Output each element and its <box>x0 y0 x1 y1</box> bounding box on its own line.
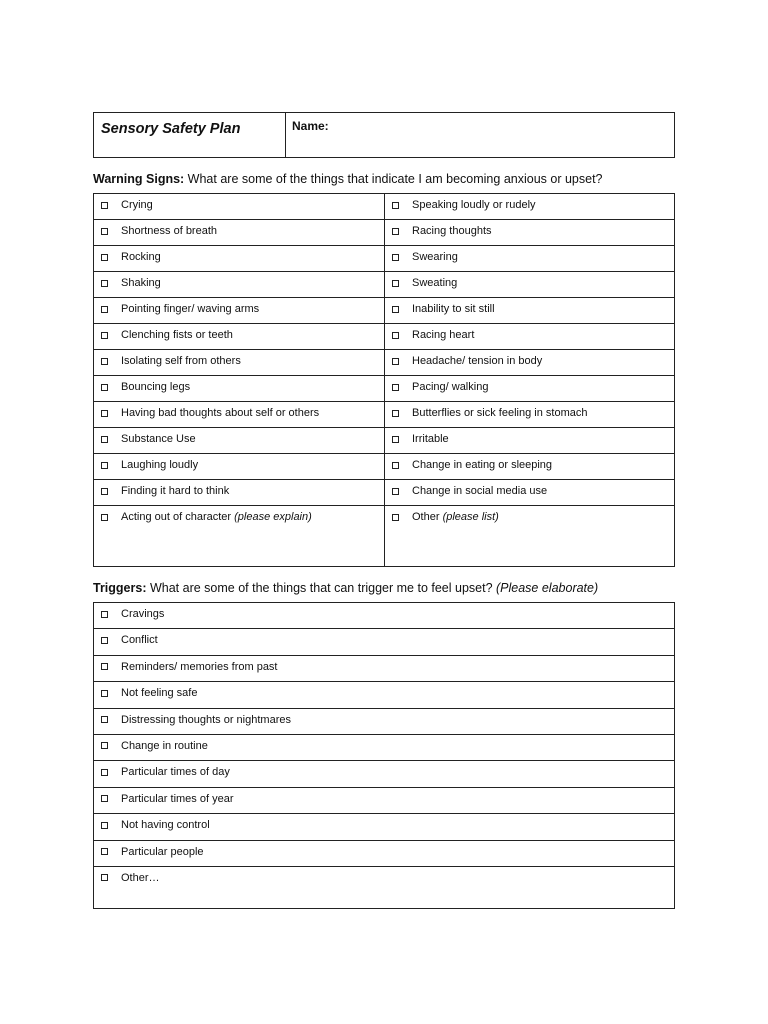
name-field[interactable] <box>286 113 675 158</box>
checklist-item <box>94 480 384 497</box>
table-cell[interactable] <box>385 506 675 567</box>
checklist-item-text: Particular times of day <box>121 766 230 779</box>
table-row <box>94 814 675 840</box>
checklist-item <box>94 841 674 858</box>
checkbox[interactable] <box>101 742 108 749</box>
table-row <box>94 682 675 708</box>
triggers-table <box>93 602 675 909</box>
checkbox[interactable] <box>101 228 108 235</box>
table-cell <box>94 814 675 840</box>
checklist-item-label <box>121 634 158 646</box>
table-row <box>94 480 675 506</box>
checklist-item-text: Racing thoughts <box>412 225 492 237</box>
table-cell <box>94 866 675 908</box>
checkbox[interactable] <box>392 436 399 443</box>
table-cell <box>94 454 385 480</box>
checklist-item <box>94 246 384 263</box>
checklist-item <box>94 324 384 341</box>
checkbox[interactable] <box>392 410 399 417</box>
checklist-item-label <box>412 277 457 289</box>
table-cell <box>385 428 675 454</box>
checklist-item <box>94 814 674 831</box>
checklist-item-text: Racing heart <box>412 329 475 341</box>
checkbox[interactable] <box>101 358 108 365</box>
checklist-item-text: Acting out of character <box>121 511 235 523</box>
checklist-item-text: Rocking <box>121 251 161 263</box>
checklist-item-label <box>412 459 552 471</box>
table-row <box>94 734 675 760</box>
table-row <box>94 350 675 376</box>
checklist-item <box>385 220 674 237</box>
checklist-item <box>94 402 384 419</box>
checklist-item <box>385 454 674 471</box>
table-cell <box>94 480 385 506</box>
checklist-item <box>385 480 674 497</box>
checklist-item-text: Other <box>412 511 443 523</box>
checklist-item-label <box>121 819 210 831</box>
checkbox[interactable] <box>101 690 108 697</box>
checkbox[interactable] <box>101 332 108 339</box>
checklist-item-label <box>412 355 542 367</box>
checklist-item-label <box>412 329 474 341</box>
checklist-item <box>385 402 674 419</box>
checkbox[interactable] <box>392 280 399 287</box>
checklist-item-label <box>121 714 291 726</box>
checklist-item <box>94 220 384 237</box>
table-cell <box>385 298 675 324</box>
table-row <box>94 454 675 480</box>
warning-signs-heading-bold: Warning Signs: <box>93 172 185 186</box>
table-cell <box>94 220 385 246</box>
table-row <box>94 506 675 567</box>
table-cell <box>385 376 675 402</box>
checkbox[interactable] <box>392 332 399 339</box>
checkbox[interactable] <box>101 663 108 670</box>
table-cell <box>94 428 385 454</box>
table-row <box>94 298 675 324</box>
checklist-item <box>94 761 674 778</box>
checklist-item-text: Change in social media use <box>412 485 548 497</box>
checkbox[interactable] <box>101 254 108 261</box>
checklist-item-text: Not feeling safe <box>121 687 198 700</box>
title-cell <box>94 113 286 158</box>
checkbox[interactable] <box>392 202 399 209</box>
table-row <box>94 324 675 350</box>
checklist-item-label <box>121 793 233 805</box>
table-cell <box>385 350 675 376</box>
checklist-item-text: Change in eating or sleeping <box>412 459 553 471</box>
checklist-item-label <box>121 740 208 752</box>
checklist-item-label <box>121 511 312 523</box>
checklist-item-text: Sweating <box>412 277 458 289</box>
checklist-item-text: Cravings <box>121 608 165 620</box>
triggers-heading-text: What are some of the things that can trigger me to feel upset? <box>146 581 496 595</box>
checklist-item-label <box>121 846 204 858</box>
checklist-item <box>385 324 674 341</box>
triggers-heading-note: (Please elaborate) <box>496 581 599 595</box>
checklist-item-label <box>121 199 153 211</box>
table-cell <box>94 787 675 813</box>
checklist-item <box>94 788 674 805</box>
table-cell <box>385 246 675 272</box>
checklist-item <box>94 709 674 726</box>
checklist-item-label <box>121 303 259 315</box>
triggers-heading-bold: Triggers: <box>93 581 147 595</box>
checklist-item-label <box>121 433 196 445</box>
table-cell <box>385 220 675 246</box>
checkbox[interactable] <box>101 611 108 618</box>
checklist-item-label <box>121 872 160 884</box>
checklist-item-text: Shaking <box>121 277 161 289</box>
checkbox[interactable] <box>101 637 108 644</box>
checklist-item-label <box>412 485 547 497</box>
table-cell <box>94 761 675 787</box>
checklist-item-text: Pacing/ walking <box>412 381 489 393</box>
table-cell <box>385 272 675 298</box>
table-row <box>94 761 675 787</box>
table-row <box>94 402 675 428</box>
checkbox[interactable] <box>392 462 399 469</box>
checklist-item-label <box>412 225 492 237</box>
checkbox[interactable] <box>392 358 399 365</box>
checklist-item <box>94 867 674 884</box>
table-row <box>94 220 675 246</box>
checklist-item-text: Particular people <box>121 845 204 858</box>
checklist-item-text: Finding it hard to think <box>121 485 230 497</box>
checklist-item <box>94 603 674 620</box>
checklist-item-hint: (please explain) <box>234 511 312 523</box>
table-cell <box>94 603 675 629</box>
checkbox[interactable] <box>101 436 108 443</box>
checklist-item-label <box>121 485 229 497</box>
checklist-item-label <box>412 511 499 523</box>
table-row <box>94 272 675 298</box>
checkbox[interactable] <box>392 514 399 521</box>
table-cell <box>94 324 385 350</box>
table-cell <box>385 402 675 428</box>
table-cell <box>94 298 385 324</box>
checklist-item <box>94 298 384 315</box>
checkbox[interactable] <box>101 488 108 495</box>
checklist-item <box>94 506 384 523</box>
checklist-item-text: Not having control <box>121 819 210 832</box>
warning-signs-heading-text: What are some of the things that indicate I am becoming anxious or upset? <box>184 172 603 186</box>
checklist-item-label <box>412 381 488 393</box>
table-row <box>94 246 675 272</box>
checklist-item-label <box>121 459 198 471</box>
checklist-item-text: Clenching fists or teeth <box>121 329 233 341</box>
checkbox[interactable] <box>101 822 108 829</box>
checklist-item-text: Crying <box>121 199 153 211</box>
checklist-item-label <box>121 687 197 699</box>
checklist-item-label <box>121 251 161 263</box>
checklist-item <box>94 682 674 699</box>
checklist-item-label <box>121 766 230 778</box>
checklist-item-label <box>121 381 190 393</box>
header-table <box>93 112 675 158</box>
table-row <box>94 655 675 681</box>
checklist-item <box>94 272 384 289</box>
table-cell <box>385 194 675 220</box>
checkbox[interactable] <box>392 254 399 261</box>
checkbox[interactable] <box>392 306 399 313</box>
checklist-item-text: Headache/ tension in body <box>412 355 543 367</box>
table-cell <box>94 708 675 734</box>
checklist-item <box>94 454 384 471</box>
checklist-item <box>385 246 674 263</box>
checklist-item <box>385 272 674 289</box>
table-row <box>94 708 675 734</box>
checkbox[interactable] <box>101 280 108 287</box>
checklist-item <box>385 194 674 211</box>
table-cell <box>94 350 385 376</box>
checkbox[interactable] <box>101 795 108 802</box>
checklist-item-label <box>121 355 241 367</box>
checklist-item <box>385 428 674 445</box>
form-title: Sensory Safety Plan <box>101 121 241 137</box>
checklist-item <box>385 376 674 393</box>
checklist-item-label <box>412 303 495 315</box>
name-label: Name: <box>292 119 329 133</box>
checkbox[interactable] <box>101 306 108 313</box>
table-row <box>94 376 675 402</box>
table-cell <box>385 480 675 506</box>
checklist-item-text: Speaking loudly or rudely <box>412 199 536 211</box>
checkbox[interactable] <box>392 228 399 235</box>
table-cell <box>94 402 385 428</box>
table-cell[interactable] <box>94 506 385 567</box>
table-row <box>94 194 675 220</box>
checklist-item-text: Butterflies or sick feeling in stomach <box>412 407 588 419</box>
table-row <box>94 866 675 908</box>
table-cell <box>94 840 675 866</box>
checklist-item-text: Substance Use <box>121 433 196 445</box>
checklist-item-text: Conflict <box>121 634 158 647</box>
checklist-item-text: Having bad thoughts about self or others <box>121 407 320 419</box>
checkbox[interactable] <box>101 716 108 723</box>
checklist-item-text: Other… <box>121 871 160 884</box>
checklist-item-label <box>121 277 161 289</box>
checklist-item-label <box>412 407 587 419</box>
table-cell <box>94 629 675 655</box>
checkbox[interactable] <box>392 384 399 391</box>
table-row <box>94 603 675 629</box>
checklist-item-text: Bouncing legs <box>121 381 191 393</box>
checklist-item <box>94 194 384 211</box>
table-cell <box>94 682 675 708</box>
table-cell <box>94 272 385 298</box>
checklist-item-text: Irritable <box>412 433 449 445</box>
checkbox[interactable] <box>101 410 108 417</box>
checklist-item <box>385 506 674 523</box>
table-cell <box>94 246 385 272</box>
checklist-item-label <box>412 433 449 445</box>
table-cell <box>385 454 675 480</box>
checklist-item <box>385 350 674 367</box>
checklist-item <box>94 428 384 445</box>
checklist-item-label <box>412 199 536 211</box>
checkbox[interactable] <box>101 462 108 469</box>
checklist-item <box>385 298 674 315</box>
checklist-item-text: Isolating self from others <box>121 355 241 367</box>
checklist-item-text: Reminders/ memories from past <box>121 660 278 673</box>
checklist-item-hint: (please list) <box>442 511 499 523</box>
safety-plan-form <box>93 112 675 909</box>
table-cell <box>94 655 675 681</box>
checklist-item-label <box>412 251 458 263</box>
checkbox[interactable] <box>101 384 108 391</box>
table-cell <box>94 734 675 760</box>
checklist-item-text: Laughing loudly <box>121 459 199 471</box>
checkbox[interactable] <box>101 874 108 881</box>
warning-signs-heading <box>93 172 675 188</box>
checklist-item <box>94 656 674 673</box>
table-row <box>94 629 675 655</box>
checklist-item-text: Swearing <box>412 251 458 263</box>
checklist-item <box>94 350 384 367</box>
checklist-item-label <box>121 329 233 341</box>
checkbox[interactable] <box>101 769 108 776</box>
checkbox[interactable] <box>392 488 399 495</box>
table-row <box>94 787 675 813</box>
checklist-item <box>94 735 674 752</box>
triggers-heading <box>93 581 675 597</box>
checklist-item-text: Shortness of breath <box>121 225 218 237</box>
checklist-item-text: Change in routine <box>121 739 208 752</box>
checklist-item <box>94 629 674 646</box>
table-cell <box>94 194 385 220</box>
checklist-item-text: Particular times of year <box>121 792 234 805</box>
table-cell <box>94 376 385 402</box>
table-cell <box>385 324 675 350</box>
checklist-item <box>94 376 384 393</box>
checklist-item-label <box>121 661 278 673</box>
checklist-item-text: Pointing finger/ waving arms <box>121 303 260 315</box>
table-row <box>94 840 675 866</box>
checkbox[interactable] <box>101 514 108 521</box>
checklist-item-text: Inability to sit still <box>412 303 495 315</box>
checklist-item-label <box>121 608 164 620</box>
checkbox[interactable] <box>101 202 108 209</box>
warning-signs-table <box>93 193 675 567</box>
checklist-item-label <box>121 225 217 237</box>
checkbox[interactable] <box>101 848 108 855</box>
checklist-item-text: Distressing thoughts or nightmares <box>121 713 291 726</box>
table-row <box>94 428 675 454</box>
checklist-item-label <box>121 407 319 419</box>
